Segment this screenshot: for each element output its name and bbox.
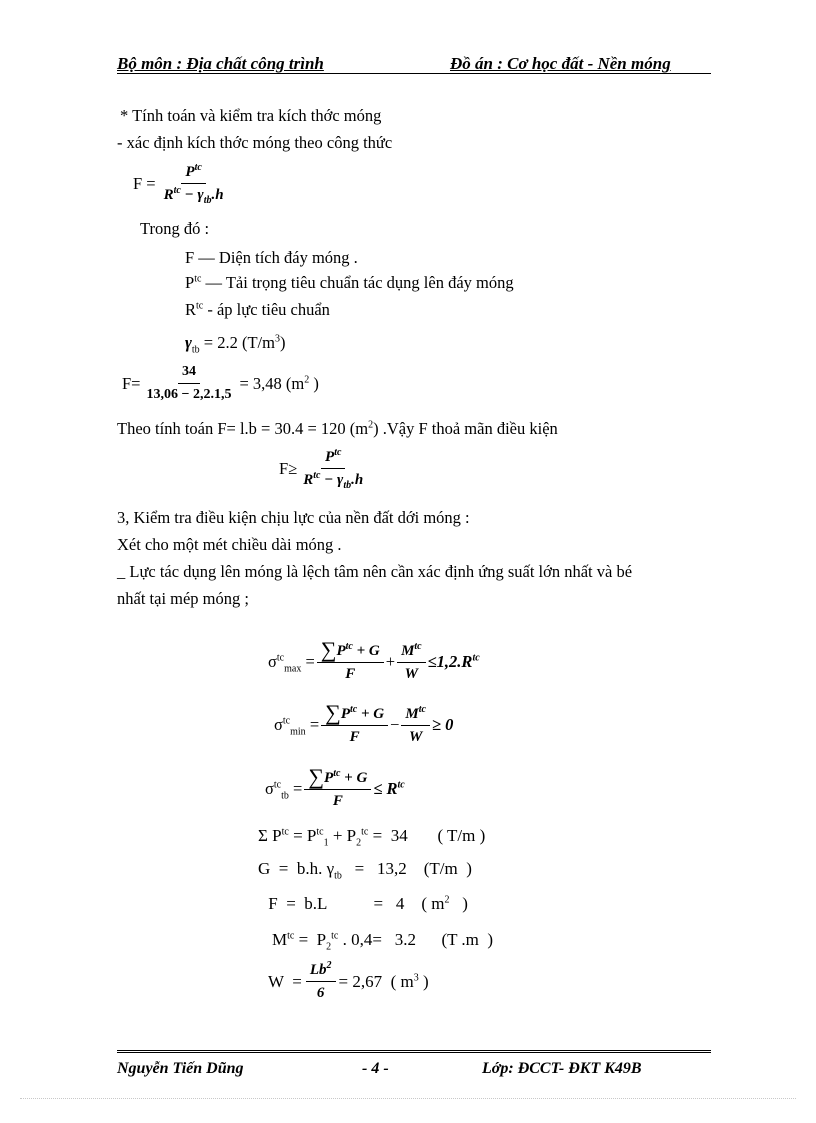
value-sum-p: Σ $P^{tc} = P^{tc}_1 + P_2^{tc} = 34$ ( T/m ): [258, 826, 486, 849]
footer-class: Lớp: ĐCCT- ĐKT K49B: [482, 1060, 642, 1077]
def-P: $P^{tc}$ — Tải trọng tiêu chuẩn tác dụng lên đáy móng: [185, 273, 514, 292]
trong-do-label: Trong đó :: [140, 219, 210, 238]
footer-rule: [117, 1050, 711, 1056]
line-2: - xác định kích thớc móng theo công thức: [117, 133, 393, 152]
value-g: G = b.h. $\gamma_{tb} = 13,2$ (T/m ): [258, 859, 472, 882]
formula-sigma-max: $\sigma^{tc}_{max}$ = $\frac{\sum P^{tc} + G}{F}$ + $\frac{M^{tc}}{W}$ $\le 1,2.R^{tc}$: [268, 637, 480, 682]
value-m: $M^{tc} = P_2^{tc}$ . 0,4= 3.2 (T .m ): [272, 930, 494, 953]
formula-area: [133, 162, 228, 205]
def-F: F — Diện tích đáy móng .: [185, 248, 358, 267]
section-3-title: 3, Kiểm tra điều kiện chịu lực của nền đất dới móng :: [117, 508, 470, 527]
formula-area-value: F= $\frac{34}{13,06 - 2,2.1,5}$ = 3,48 ($m^2$ ): [122, 364, 319, 402]
formula-sigma-min: $\sigma^{tc}_{min}$ = $\frac{\sum P^{tc} + G}{F}$ − $\frac{M^{tc}}{W}$ ≥ 0: [274, 700, 454, 745]
formula-sigma-tb: $\sigma^{tc}_{tb}$ = $\frac{\sum P^{tc} + G}{F}$ ≤ $R^{tc}$: [265, 764, 405, 809]
def-gamma: $\gamma_{tb} = 2.2$ $(T/m^3)$: [185, 333, 286, 356]
value-w: W = $\frac{Lb^2}{6}$ = 2,67 ( $m^3$ ): [268, 960, 429, 1001]
value-f: F = b.L = 4 ( $m^2$ ): [264, 894, 468, 913]
footer-author: Nguyễn Tiến Dũng: [117, 1060, 244, 1077]
header-rule: [117, 73, 711, 74]
section-3-line-b: Xét cho một mét chiều dài móng .: [117, 535, 342, 554]
header-right: Đồ án : Cơ học đất - Nền móng: [450, 54, 671, 73]
line-1: * Tính toán và kiểm tra kích thớc móng: [120, 106, 382, 125]
formula-condition: F≥ $\frac{P^{tc}}{R^{tc} - \gamma_{tb}.h}$: [279, 447, 364, 491]
formula-lhs: F =: [133, 173, 156, 193]
theo-tinh-toan: Theo tính toán F= l.b = 30.4 = 120 $(m^2)$ .Vậy F thoả mãn điều kiện: [117, 419, 558, 438]
page-edge-dotted-line: [20, 1098, 796, 1099]
section-3-line-c: _ Lực tác dụng lên móng là lệch tâm nên cần xác định ứng suất lớn nhất và bé: [117, 562, 633, 581]
def-R: $R^{tc}$ - áp lực tiêu chuẩn: [185, 300, 330, 319]
formula-fraction: $\frac{P^{tc}}{R^{tc} - \gamma_{tb}.h}$: [163, 162, 224, 206]
section-3-line-d: nhất tại mép móng ;: [117, 589, 249, 608]
page-number: - 4 -: [362, 1060, 389, 1077]
header-left: Bộ môn : Địa chất công trình: [117, 54, 324, 73]
